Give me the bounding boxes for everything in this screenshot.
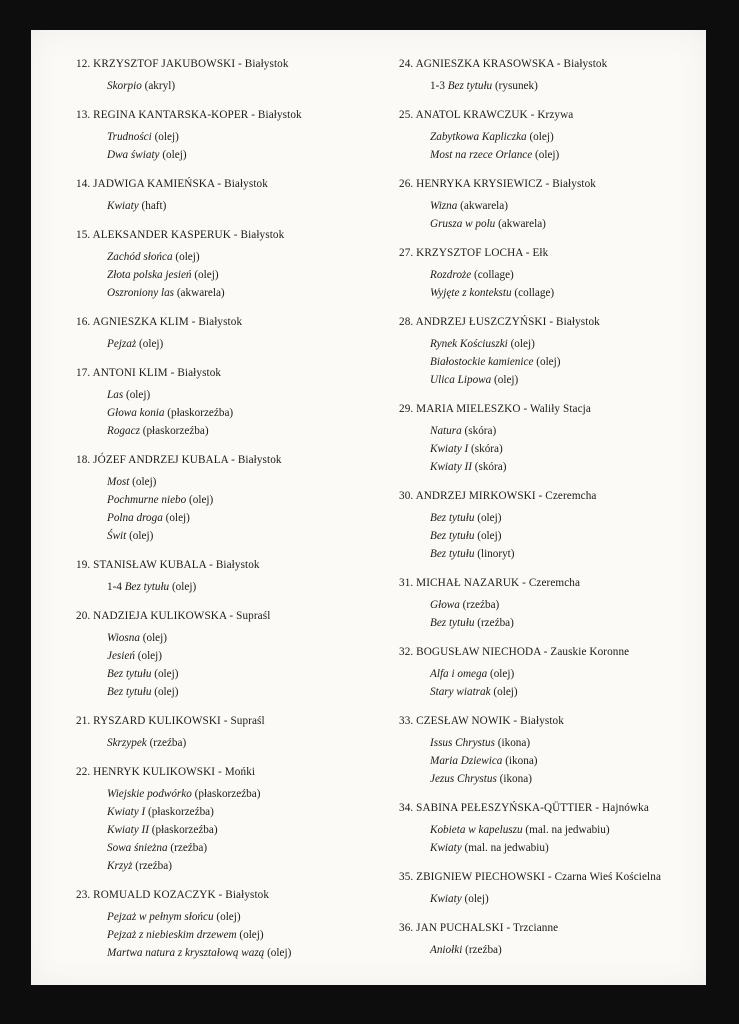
artwork-medium: (płaskorzeźba)	[164, 407, 234, 419]
artwork-medium: (olej)	[491, 374, 519, 386]
artist-entry	[399, 576, 699, 645]
artwork-medium: (olej)	[134, 650, 162, 662]
artwork-medium: (collage)	[471, 269, 514, 281]
artist-entry	[76, 366, 376, 453]
artwork-line	[107, 734, 376, 752]
artwork-line	[107, 335, 376, 353]
artwork-title: Pejzaż w pełnym słońcu	[107, 911, 214, 923]
artwork-line	[107, 146, 376, 164]
artist-entry	[76, 177, 376, 228]
artwork-line	[430, 284, 699, 302]
artwork-medium: (olej)	[487, 668, 515, 680]
artist-entry	[399, 177, 699, 246]
artwork-title: Wizna	[430, 200, 458, 212]
artwork-line	[430, 752, 699, 770]
artist-entry	[76, 714, 376, 765]
artwork-line	[430, 353, 699, 371]
artwork-medium: (ikona)	[494, 737, 531, 749]
artwork-title: Dwa światy	[107, 149, 160, 161]
artwork-medium: (ikona)	[496, 773, 532, 785]
artwork-title: Głowa	[430, 599, 460, 611]
artwork-medium: (mal. na jedwabiu)	[461, 842, 549, 854]
artist-name: 21. RYSZARD KULIKOWSKI - Supraśl	[76, 715, 265, 727]
artwork-title: Bez tytułu	[430, 548, 475, 560]
artist-entry	[76, 108, 376, 177]
artwork-medium: (olej)	[490, 686, 518, 698]
artwork-medium: (płaskorzeźba)	[191, 788, 261, 800]
artwork-title: Polna droga	[107, 512, 163, 524]
artwork-line	[430, 821, 699, 839]
artwork-medium: (olej)	[136, 338, 164, 350]
artwork-title: Wiejskie podwórko	[107, 788, 192, 800]
artwork-line	[430, 422, 699, 440]
artwork-medium: (mal. na jedwabiu)	[522, 824, 610, 836]
artwork-title: Grusza w polu	[430, 218, 496, 230]
artwork-title: Rynek Kościuszki	[430, 338, 508, 350]
artwork-line	[107, 386, 376, 404]
artwork-medium: (olej)	[474, 530, 502, 542]
artwork-line	[430, 335, 699, 353]
artist-name: 23. ROMUALD KOZACZYK - Białystok	[76, 889, 270, 901]
artwork-line	[107, 197, 376, 215]
artwork-title: Kwiaty I	[430, 443, 469, 455]
artwork-line	[107, 578, 376, 596]
artwork-line	[430, 839, 699, 857]
artwork-medium: (olej)	[151, 686, 179, 698]
artist-entry	[76, 609, 376, 714]
artist-name: 17. ANTONI KLIM - Białystok	[76, 367, 222, 379]
artwork-medium: (olej)	[139, 632, 167, 644]
artwork-medium: (ikona)	[502, 755, 538, 767]
artwork-line	[430, 890, 699, 908]
artist-entry	[399, 870, 699, 921]
artwork-line	[107, 926, 376, 944]
artist-name: 33. CZESŁAW NOWIK - Białystok	[399, 715, 564, 727]
artwork-medium: (olej)	[129, 476, 157, 488]
artwork-title: Aniołki	[430, 944, 463, 956]
artwork-title: Stary wiatrak	[430, 686, 491, 698]
artwork-title: Skrzypek	[107, 737, 147, 749]
artist-entry	[399, 645, 699, 714]
artist-name: 13. REGINA KANTARSKA-KOPER - Białystok	[76, 109, 302, 121]
artist-name: 19. STANISŁAW KUBALA - Białystok	[76, 559, 260, 571]
artist-name: 30. ANDRZEJ MIRKOWSKI - Czeremcha	[399, 490, 597, 502]
artist-entry	[399, 921, 699, 972]
artwork-title: Pochmurne niebo	[107, 494, 187, 506]
artwork-title: Jesień	[107, 650, 135, 662]
artwork-line	[107, 77, 376, 95]
artwork-title: Ulica Lipowa	[430, 374, 492, 386]
artwork-title: Kobieta w kapeluszu	[430, 824, 523, 836]
artwork-medium: (płaskorzeźba)	[148, 824, 218, 836]
artwork-title: Kwiaty II	[430, 461, 472, 473]
artwork-medium: (olej)	[186, 494, 214, 506]
artist-entry	[399, 108, 699, 177]
artwork-title: Pejzaż	[107, 338, 137, 350]
artwork-title: Kwiaty I	[107, 806, 146, 818]
artwork-medium: (olej)	[162, 512, 190, 524]
artwork-count: 1-3	[430, 80, 448, 92]
artwork-title: Alfa i omega	[430, 668, 488, 680]
artwork-title: Złota polska jesień	[107, 269, 192, 281]
artwork-medium: (skóra)	[468, 443, 503, 455]
artwork-line	[107, 404, 376, 422]
artwork-medium: (płaskorzeźba)	[139, 425, 209, 437]
artwork-title: Kwiaty	[107, 200, 139, 212]
artwork-line	[430, 527, 699, 545]
artwork-medium: (rzeźba)	[167, 842, 208, 854]
artwork-line	[107, 248, 376, 266]
artist-name: 31. MICHAŁ NAZARUK - Czeremcha	[399, 577, 581, 589]
artwork-medium: (olej)	[126, 530, 154, 542]
artwork-medium: (olej)	[151, 668, 179, 680]
artwork-title: Rozdroże	[430, 269, 472, 281]
artwork-line	[107, 629, 376, 647]
artwork-title: Las	[107, 389, 124, 401]
artwork-medium: (olej)	[159, 149, 187, 161]
artist-entry	[399, 315, 699, 402]
artwork-line	[107, 908, 376, 926]
artist-entry	[399, 246, 699, 315]
artwork-title: Zabytkowa Kapliczka	[430, 131, 527, 143]
catalog-page	[31, 30, 706, 985]
artist-name: 20. NADZIEJA KULIKOWSKA - Supraśl	[76, 610, 271, 622]
artwork-medium: (olej)	[474, 512, 502, 524]
artwork-medium: (akryl)	[141, 80, 176, 92]
artwork-title: Martwa natura z kryształową wazą	[107, 947, 265, 959]
artist-name: 22. HENRYK KULIKOWSKI - Mońki	[76, 766, 256, 778]
artist-entry	[76, 453, 376, 558]
artwork-medium: (rysunek)	[492, 80, 538, 92]
artist-name: 12. KRZYSZTOF JAKUBOWSKI - Białystok	[76, 58, 289, 70]
artwork-title: Jezus Chrystus	[430, 773, 497, 785]
artwork-title: Rogacz	[107, 425, 140, 437]
artwork-title: Most	[107, 476, 130, 488]
artwork-line	[430, 509, 699, 527]
artist-entry	[76, 888, 376, 975]
artwork-title: Wyjęte z kontekstu	[430, 287, 512, 299]
artwork-title: Most na rzece Orlance	[430, 149, 533, 161]
artwork-medium: (olej)	[507, 338, 535, 350]
artwork-medium: (linoryt)	[474, 548, 515, 560]
artwork-line	[430, 146, 699, 164]
artwork-medium: (rzeźba)	[462, 944, 502, 956]
artwork-title: Bez tytułu	[430, 512, 475, 524]
artwork-title: Pejzaż z niebieskim drzewem	[107, 929, 237, 941]
artwork-line	[107, 944, 376, 962]
artwork-title: Bez tytułu	[430, 530, 475, 542]
artwork-line	[430, 371, 699, 389]
artwork-title: Kwiaty	[430, 893, 462, 905]
artwork-title: Bez tytułu	[107, 668, 152, 680]
artist-entry	[399, 714, 699, 801]
artwork-medium: (skóra)	[471, 461, 507, 473]
artwork-line	[430, 440, 699, 458]
artist-entry	[399, 57, 699, 108]
artwork-medium: (olej)	[123, 389, 151, 401]
right-column	[399, 57, 699, 972]
artwork-line	[430, 734, 699, 752]
artwork-line	[430, 128, 699, 146]
artwork-medium: (olej)	[533, 356, 561, 368]
artwork-medium: (haft)	[138, 200, 167, 212]
artist-name: 24. AGNIESZKA KRASOWSKA - Białystok	[399, 58, 608, 70]
artwork-title: Skorpio	[107, 80, 142, 92]
artwork-medium: (rzeźba)	[474, 617, 514, 629]
artwork-title: Bez tytułu	[430, 617, 475, 629]
artist-name: 14. JADWIGA KAMIEŃSKA - Białystok	[76, 178, 268, 190]
artwork-medium: (olej)	[236, 929, 264, 941]
artwork-count: 1-4	[107, 581, 125, 593]
left-column	[76, 57, 376, 975]
artwork-title: Oszroniony las	[107, 287, 175, 299]
artist-name: 16. AGNIESZKA KLIM - Białystok	[76, 316, 243, 328]
artwork-line	[107, 284, 376, 302]
artwork-title: Issus Chrystus	[430, 737, 495, 749]
artist-entry	[76, 57, 376, 108]
artwork-medium: (collage)	[511, 287, 555, 299]
artist-name: 18. JÓZEF ANDRZEJ KUBALA - Białystok	[76, 454, 282, 466]
artwork-medium: (rzeźba)	[459, 599, 500, 611]
artwork-line	[107, 491, 376, 509]
artist-name: 26. HENRYKA KRYSIEWICZ - Białystok	[399, 178, 597, 190]
artist-entry	[76, 315, 376, 366]
artwork-title: Trudności	[107, 131, 152, 143]
artwork-title: Białostockie kamienice	[430, 356, 534, 368]
artwork-line	[107, 785, 376, 803]
artwork-line	[430, 215, 699, 233]
artwork-title: Głowa konia	[107, 407, 165, 419]
artist-entry	[76, 558, 376, 609]
artwork-medium: (rzeźba)	[146, 737, 187, 749]
artwork-medium: (olej)	[526, 131, 554, 143]
artwork-line	[430, 266, 699, 284]
artwork-line	[430, 596, 699, 614]
artwork-line	[107, 821, 376, 839]
artist-entry	[76, 228, 376, 315]
artist-name: 25. ANATOL KRAWCZUK - Krzywa	[399, 109, 574, 121]
artwork-medium: (olej)	[264, 947, 292, 959]
artwork-medium: (olej)	[172, 251, 200, 263]
artist-name: 29. MARIA MIELESZKO - Waliły Stacja	[399, 403, 591, 415]
artwork-medium: (akwarela)	[174, 287, 225, 299]
artwork-medium: (olej)	[213, 911, 241, 923]
artwork-title: Natura	[430, 425, 462, 437]
artwork-line	[430, 197, 699, 215]
artwork-title: Kwiaty	[430, 842, 462, 854]
artist-name: 27. KRZYSZTOF LOCHA - Ełk	[399, 247, 549, 259]
artwork-medium: (olej)	[169, 581, 197, 593]
artwork-line	[107, 422, 376, 440]
artist-name: 15. ALEKSANDER KASPERUK - Białystok	[76, 229, 285, 241]
artwork-line	[107, 665, 376, 683]
artist-name: 35. ZBIGNIEW PIECHOWSKI - Czarna Wieś Kościelna	[399, 871, 662, 883]
artwork-line	[107, 509, 376, 527]
artwork-title: Sowa śnieżna	[107, 842, 168, 854]
artwork-medium: (akwarela)	[495, 218, 546, 230]
artwork-title: Bez tytułu	[447, 80, 493, 92]
artwork-line	[107, 839, 376, 857]
artwork-medium: (olej)	[461, 893, 489, 905]
artwork-title: Bez tytułu	[124, 581, 170, 593]
artwork-medium: (płaskorzeźba)	[145, 806, 214, 818]
artwork-line	[430, 770, 699, 788]
artwork-medium: (rzeźba)	[132, 860, 172, 872]
artwork-line	[430, 941, 699, 959]
artwork-medium: (akwarela)	[457, 200, 508, 212]
artwork-line	[107, 803, 376, 821]
artist-name: 28. ANDRZEJ ŁUSZCZYŃSKI - Białystok	[399, 316, 600, 328]
artwork-title: Kwiaty II	[107, 824, 149, 836]
artwork-line	[107, 128, 376, 146]
artwork-line	[430, 77, 699, 95]
artwork-line	[430, 614, 699, 632]
artwork-line	[107, 266, 376, 284]
artist-entry	[399, 402, 699, 489]
artist-name: 32. BOGUSŁAW NIECHODA - Zauskie Koronne	[399, 646, 630, 658]
artist-entry	[399, 801, 699, 870]
artwork-line	[107, 527, 376, 545]
artwork-line	[107, 647, 376, 665]
artwork-line	[107, 683, 376, 701]
artwork-title: Wiosna	[107, 632, 140, 644]
artwork-medium: (olej)	[151, 131, 179, 143]
artwork-line	[430, 665, 699, 683]
artwork-medium: (skóra)	[461, 425, 497, 437]
artwork-medium: (olej)	[191, 269, 219, 281]
artwork-line	[430, 683, 699, 701]
artist-name: 34. SABINA PEŁESZYŃSKA-QÜTTIER - Hajnówka	[399, 802, 649, 814]
artwork-line	[107, 857, 376, 875]
artist-name: 36. JAN PUCHALSKI - Trzcianne	[399, 922, 559, 934]
artwork-title: Świt	[107, 530, 127, 542]
artist-entry	[399, 489, 699, 576]
artwork-title: Bez tytułu	[107, 686, 152, 698]
artwork-line	[430, 545, 699, 563]
artwork-line	[430, 458, 699, 476]
artwork-line	[107, 473, 376, 491]
artwork-title: Krzyż	[107, 860, 133, 872]
artist-entry	[76, 765, 376, 888]
artwork-title: Zachód słońca	[107, 251, 173, 263]
artwork-medium: (olej)	[532, 149, 560, 161]
artwork-title: Maria Dziewica	[430, 755, 503, 767]
